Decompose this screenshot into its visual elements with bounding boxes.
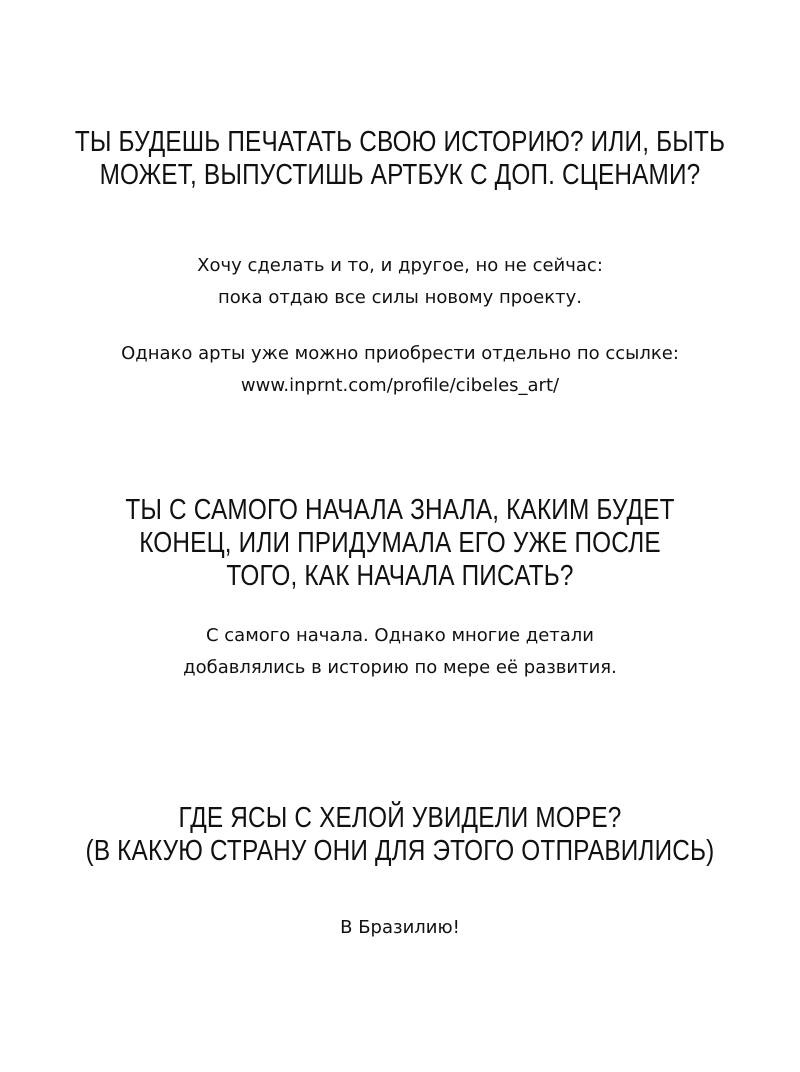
question-3-line-1: ГДЕ ЯСЫ С ХЕЛОЙ УВИДЕЛИ МОРЕ? — [178, 802, 622, 834]
answer-1-link: www.inprnt.com/profile/cibeles_art/ — [240, 375, 560, 396]
question-2 — [64, 494, 736, 593]
question-1-line-1: ТЫ БУДЕШЬ ПЕЧАТАТЬ СВОЮ ИСТОРИЮ? ИЛИ, БЫТЬ — [74, 126, 726, 158]
question-3-line-2: (В КАКУЮ СТРАНУ ОНИ ДЛЯ ЭТОГО ОТПРАВИЛИСЬ) — [85, 835, 715, 867]
answer-1-line-1: Хочу сделать и то, и другое, но не сейчас: — [197, 255, 603, 276]
question-2-line-2: КОНЕЦ, ИЛИ ПРИДУМАЛА ЕГО УЖЕ ПОСЛЕ — [139, 527, 661, 559]
answer-1-extra — [0, 338, 800, 402]
question-1 — [64, 126, 736, 192]
answer-1-extra-line-1: Однако арты уже можно приобрести отдельно по ссылке: — [121, 343, 679, 364]
question-2-line-3: ТОГО, КАК НАЧАЛА ПИСАТЬ? — [226, 560, 574, 592]
answer-2-line-2: добавлялись в историю по мере её развития. — [183, 657, 617, 678]
answer-1-line-2: пока отдаю все силы новому проекту. — [218, 287, 582, 308]
answer-1 — [0, 250, 800, 314]
question-3 — [64, 802, 736, 868]
answer-2-line-1: С самого начала. Однако многие детали — [205, 625, 594, 646]
answer-3 — [0, 912, 800, 944]
question-2-line-1: ТЫ С САМОГО НАЧАЛА ЗНАЛА, КАКИМ БУДЕТ — [125, 494, 675, 526]
answer-2 — [0, 620, 800, 684]
answer-3-line-1: В Бразилию! — [340, 917, 460, 938]
question-1-line-2: МОЖЕТ, ВЫПУСТИШЬ АРТБУК С ДОП. СЦЕНАМИ? — [99, 159, 701, 191]
